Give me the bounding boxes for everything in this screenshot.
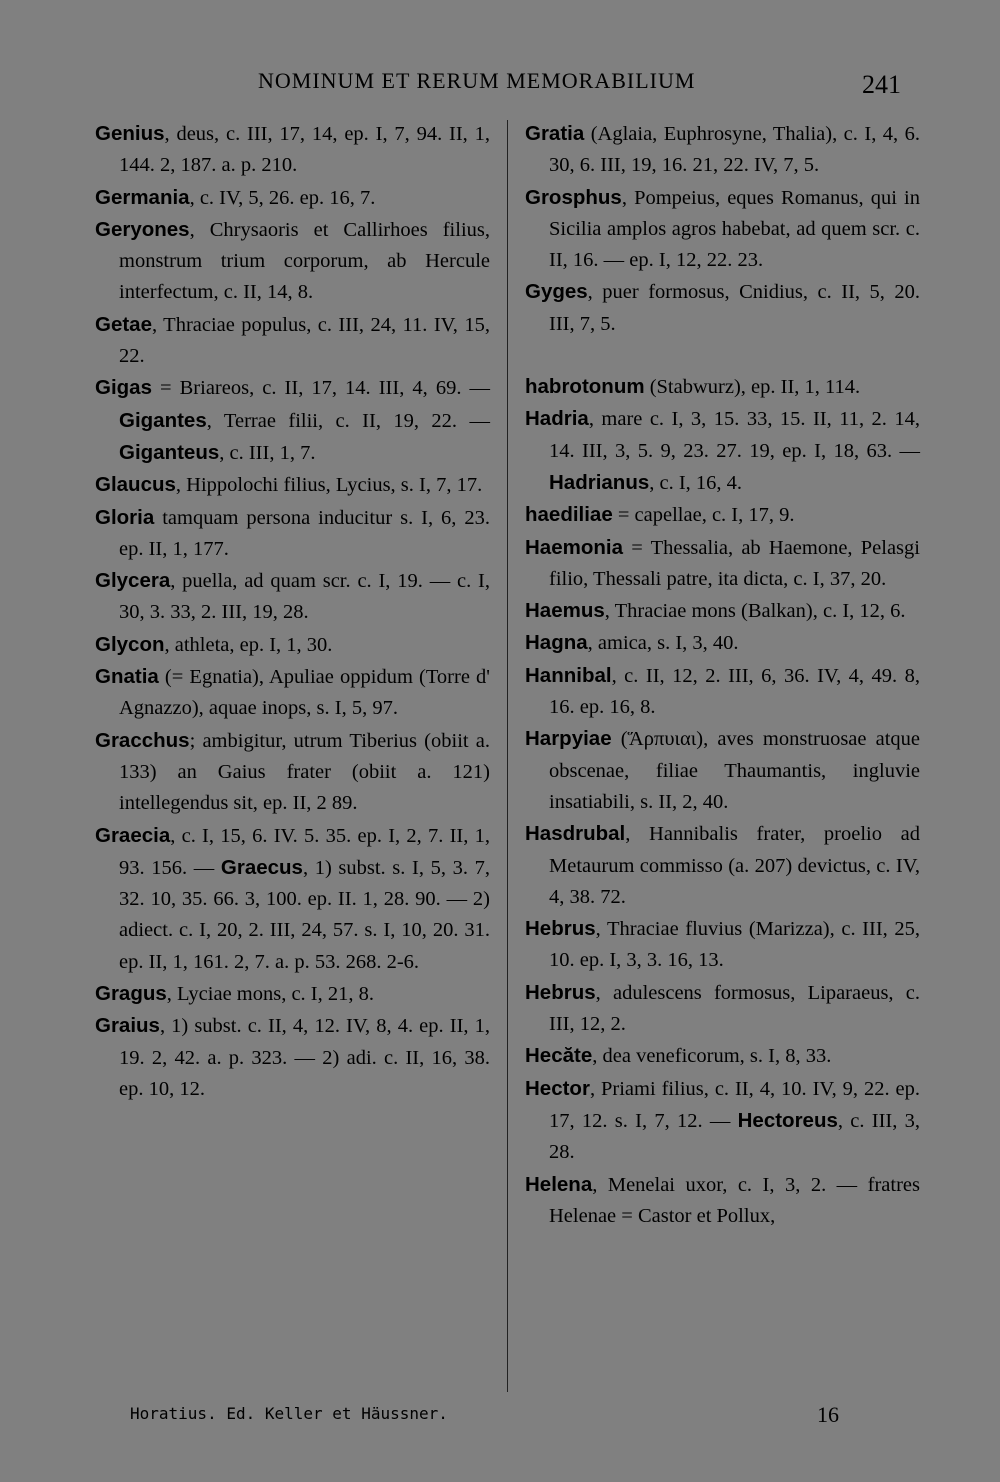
index-entry	[95, 629, 490, 661]
entry-text: , Priami filius, c. II, 4, 10. IV, 9, 22. ep. 17, 12. s. I, 7, 12. —	[549, 1077, 920, 1132]
entry-text: = Briareos, c. II, 17, 14. III, 4, 69. —	[151, 377, 490, 400]
index-entry	[525, 660, 920, 724]
index-entry	[95, 725, 490, 820]
entry-text: , c. IV, 5, 26. ep. 16, 7.	[189, 186, 376, 209]
entry-text: , 1) subst. s. I, 5, 3. 7, 32. 10, 35. 66. 3, 100. ep. II. 1, 28. 90. — 2) adiect. c. I, 20, 2. III, 24, 57. s. I, 10, 20. 31. ep. II, 1, 161. 2, 7. a. p. 53. 268. 2-6.	[119, 856, 490, 973]
page-footer	[0, 1402, 1000, 1432]
entry-text: tamquam persona inducitur s. I, 6, 23. ep. II, 1, 177.	[119, 506, 490, 560]
entry-text: (= Egnatia), Apuliae oppidum (Torre d' Agnazzo), aquae inops, s. I, 5, 97.	[119, 666, 490, 720]
entry-text: , Chrysaoris et Callirhoes filius, monstrum trium corporum, ab Hercule interfectum, c. II, 14, 8.	[119, 218, 490, 304]
headword: Getae	[95, 312, 152, 336]
headword: Helena	[525, 1172, 593, 1196]
entry-text: , puer formosus, Cnidius, c. II, 5, 20. III, 7, 5.	[549, 281, 920, 335]
headword: Hebrus	[525, 980, 596, 1004]
headword: Gyges	[525, 280, 588, 304]
headword: Hector	[525, 1076, 590, 1100]
index-entry	[95, 1010, 490, 1105]
index-entry	[525, 1073, 920, 1169]
entry-text: , mare c. I, 3, 15. 33, 15. II, 11, 2. 14, 14. III, 3, 5. 9, 23. 27. 19, ep. I, 18, 63. —	[549, 408, 920, 462]
entry-text: (Ἅρπυιαι), aves monstruosae atque obscenae, filiae Thaumantis, ingluvie insatiabili, s. II, 2, 40.	[549, 728, 920, 813]
index-entry	[95, 565, 490, 629]
entry-text: , Thraciae populus, c. III, 24, 11. IV, 15, 22.	[119, 313, 490, 368]
entry-text: , Terrae filii, c. II, 19, 22. —	[206, 409, 490, 432]
headword: Gloria	[95, 505, 155, 529]
index-entry	[525, 403, 920, 499]
headword: Hadrianus	[549, 470, 650, 494]
headword: Gratia	[525, 122, 585, 145]
index-entry	[525, 182, 920, 277]
entry-text: , c. III, 1, 7.	[219, 441, 316, 464]
entry-text: , deus, c. III, 17, 14, ep. I, 7, 94. II, 1, 144. 2, 187. a. p. 210.	[119, 123, 490, 177]
headword: Genius	[95, 122, 165, 145]
headword: Hadria	[525, 407, 589, 431]
headword: Haemonia	[525, 535, 623, 559]
headword: Graecia	[95, 823, 171, 847]
running-header	[0, 68, 1000, 108]
entry-text: , c. I, 16, 4.	[649, 471, 743, 494]
right-column	[525, 118, 920, 1232]
entry-text: (Stabwurz), ep. II, 1, 114.	[644, 376, 861, 399]
left-column	[95, 118, 490, 1105]
index-entry	[525, 276, 920, 340]
entry-text: ; ambigitur, utrum Tiberius (obiit a. 133) an Gaius frater (obiit a. 121) intellegendus sit, ep. II, 2 89.	[119, 729, 490, 815]
entry-text: , dea veneficorum, s. I, 8, 33.	[592, 1045, 832, 1068]
entry-text: , 1) subst. c. II, 4, 12. IV, 8, 4. ep. II, 1, 19. 2, 42. a. p. 323. — 2) adi. c. II, 16, 38. ep. 10, 12.	[119, 1015, 490, 1100]
headword: Gigantes	[119, 408, 207, 432]
entry-text: , athleta, ep. I, 1, 30.	[164, 633, 333, 656]
index-entry	[95, 661, 490, 725]
index-entry	[525, 977, 920, 1041]
headword: Grosphus	[525, 185, 622, 209]
headword: Gracchus	[95, 728, 190, 752]
headword: haediliae	[525, 503, 613, 527]
index-entry	[525, 1040, 920, 1072]
index-entry	[525, 371, 920, 403]
headword: Gnatia	[95, 665, 159, 689]
headword: Giganteus	[119, 440, 220, 464]
headword: Gigas	[95, 376, 152, 400]
index-entry	[525, 532, 920, 596]
index-entry	[525, 499, 920, 531]
index-entry	[95, 469, 490, 501]
entry-text: , Lyciae mons, c. I, 21, 8.	[166, 983, 375, 1006]
headword: Germania	[95, 185, 190, 209]
column-divider	[507, 120, 508, 1392]
index-entry	[525, 118, 920, 182]
entry-text: (Aglaia, Euphrosyne, Thalia), c. I, 4, 6. 30, 6. III, 19, 16. 21, 22. IV, 7, 5.	[549, 123, 920, 177]
headword: Hecăte	[525, 1044, 593, 1068]
headword: Hasdrubal	[525, 822, 626, 846]
index-entry	[525, 818, 920, 913]
headword: Hagna	[525, 631, 588, 655]
entry-text: , amica, s. I, 3, 40.	[587, 632, 739, 655]
headword: Hectoreus	[737, 1108, 838, 1132]
index-entry	[525, 627, 920, 659]
index-entry	[95, 978, 490, 1010]
headword: Harpyiae	[525, 727, 612, 751]
entry-text: = Thessalia, ab Haemone, Pelasgi filio, Thessali patre, ita dicta, c. I, 37, 20.	[549, 536, 920, 590]
headword: Haemus	[525, 599, 605, 623]
entry-text: , puella, ad quam scr. c. I, 19. — c. I, 30, 3. 33, 2. III, 19, 28.	[119, 570, 490, 624]
index-entry	[525, 913, 920, 977]
headword: habrotonum	[525, 375, 645, 399]
page-number: 241	[862, 70, 901, 99]
headword: Glaucus	[95, 473, 176, 497]
footer-note: Horatius. Ed. Keller et Häussner.	[130, 1404, 448, 1423]
entry-text: , Thraciae fluvius (Marizza), c. III, 25, 10. ep. I, 3, 3. 16, 13.	[549, 918, 920, 972]
headword: Glycera	[95, 569, 171, 593]
headword: Glycon	[95, 632, 165, 656]
headword: Hannibal	[525, 663, 612, 687]
index-entry	[95, 309, 490, 373]
headword: Graius	[95, 1014, 160, 1038]
index-entry	[525, 1169, 920, 1233]
index-entry	[525, 723, 920, 818]
entry-text: , adulescens formosus, Liparaeus, c. III, 12, 2.	[549, 981, 920, 1036]
index-entry	[95, 118, 490, 182]
index-entry	[95, 214, 490, 309]
index-entry	[95, 820, 490, 978]
entry-text: , Pompeius, eques Romanus, qui in Sicilia amplos agros habebat, ad quem scr. c. II, 16. — ep. I, 12, 22. 23.	[549, 186, 920, 272]
entry-text: , Thraciae mons (Balkan), c. I, 12, 6.	[604, 600, 906, 623]
entry-text: , c. III, 3, 28.	[549, 1109, 920, 1164]
index-entry	[525, 595, 920, 627]
entry-text: , Menelai uxor, c. I, 3, 2. — fratres Helenae = Castor et Pollux,	[549, 1173, 920, 1227]
signature-mark: 16	[817, 1402, 839, 1427]
headword: Geryones	[95, 217, 190, 241]
entry-text: , Hannibalis frater, proelio ad Metaurum commisso (a. 207) devictus, c. IV, 4, 38. 72.	[549, 823, 920, 908]
entry-text: , Hippolochi filius, Lycius, s. I, 7, 17.	[175, 474, 483, 497]
headword: Hebrus	[525, 917, 596, 941]
running-title: NOMINUM ET RERUM MEMORABILIUM	[258, 68, 696, 93]
headword: Gragus	[95, 982, 167, 1006]
index-entry	[95, 182, 490, 214]
entry-text: , c. I, 15, 6. IV. 5. 35. ep. I, 2, 7. II, 1, 93. 156. —	[119, 824, 490, 879]
entry-text: = capellae, c. I, 17, 9.	[612, 504, 795, 527]
index-entry	[95, 372, 490, 469]
index-entry	[95, 502, 490, 566]
headword: Graecus	[220, 855, 303, 879]
entry-text: , c. II, 12, 2. III, 6, 36. IV, 4, 49. 8, 16. ep. 16, 8.	[549, 664, 920, 719]
